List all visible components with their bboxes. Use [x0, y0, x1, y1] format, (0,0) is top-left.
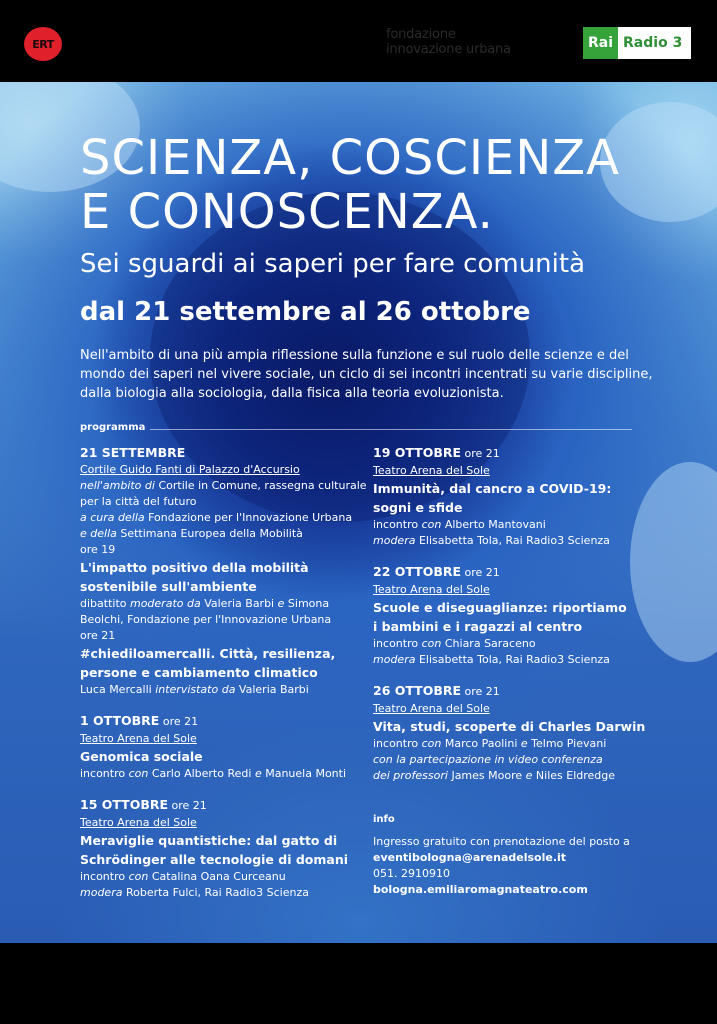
poster-dates: dal 21 settembre al 26 ottobre	[80, 297, 531, 327]
event-detail: con la partecipazione in video conferenza	[373, 753, 603, 766]
fondazione-innovazione-urbana-logo	[386, 27, 536, 57]
event-detail: per la città del futuro	[80, 495, 197, 508]
event-title: Immunità, dal cancro a COVID-19:	[373, 481, 612, 496]
programma-label: programma	[80, 422, 146, 433]
event-date: 15 OTTOBRE ore 21	[80, 797, 207, 812]
intro-line: dalla biologia alla sociologia, dalla fisica alla teoria evoluzionista.	[80, 386, 504, 401]
event-poster	[0, 82, 717, 943]
event-date: 1 OTTOBRE ore 21	[80, 713, 199, 728]
event-title: Schrödinger alle tecnologie di domani	[80, 852, 349, 867]
event-venue: Teatro Arena del Sole	[80, 816, 197, 829]
rai-logo-rai: Rai	[583, 27, 618, 59]
event-title: sogni e sfide	[373, 500, 463, 515]
programma-divider	[150, 429, 632, 430]
poster-title-line2: E CONOSCENZA.	[80, 184, 494, 240]
event-detail: modera Elisabetta Tola, Rai Radio3 Scienza	[373, 653, 610, 666]
event-detail: modera Roberta Fulci, Rai Radio3 Scienza	[80, 886, 309, 899]
event-detail: incontro con Chiara Saraceno	[373, 637, 536, 650]
intro-line: mondo dei saperi nel vivere sociale, un ciclo di sei incontri incentrati su varie discipline,	[80, 367, 653, 382]
event-time: ore 21	[80, 629, 116, 642]
event-detail: incontro con Carlo Alberto Redi e Manuela Monti	[80, 767, 347, 780]
poster-title-line1: SCIENZA, COSCIENZA	[80, 130, 620, 186]
event-detail: a cura della Fondazione per l'Innovazione Urbana	[80, 511, 353, 524]
event-title: i bambini e i ragazzi al centro	[373, 619, 583, 634]
info-text: Ingresso gratuito con prenotazione del posto a	[373, 835, 630, 848]
event-detail: nell'ambito di Cortile in Comune, rassegna culturale	[80, 479, 367, 492]
poster-subtitle: Sei sguardi ai saperi per fare comunità	[80, 249, 586, 279]
event-date: 26 OTTOBRE ore 21	[373, 683, 500, 698]
event-detail: Luca Mercalli intervistato da Valeria Barbi	[80, 683, 309, 696]
event-venue: Teatro Arena del Sole	[373, 583, 490, 596]
event-venue: Cortile Guido Fanti di Palazzo d'Accursio	[80, 463, 300, 476]
info-label: info	[373, 814, 395, 825]
event-title: #chiediloamercalli. Città, resilienza,	[80, 646, 336, 661]
info-website-link[interactable]: bologna.emiliaromagnateatro.com	[373, 883, 588, 896]
fiu-logo-line1: fondazione	[386, 27, 456, 42]
event-date: 21 SETTEMBRE	[80, 445, 186, 460]
event-title: L'impatto positivo della mobilità	[80, 560, 309, 575]
program-column-right	[373, 444, 653, 898]
event-venue: Teatro Arena del Sole	[80, 732, 197, 745]
fiu-logo-line2: innovazione urbana	[386, 42, 511, 57]
bottom-bar	[0, 943, 717, 1024]
event-title: sostenibile sull'ambiente	[80, 579, 257, 594]
event-venue: Teatro Arena del Sole	[373, 464, 490, 477]
event-time: ore 19	[80, 543, 116, 556]
event-title: Scuole e diseguaglianze: riportiamo	[373, 600, 627, 615]
top-logo-bar	[0, 0, 717, 82]
intro-paragraph	[80, 346, 680, 403]
event-title: Meraviglie quantistiche: dal gatto di	[80, 833, 338, 848]
rai-logo-radio: Radio 3	[623, 35, 683, 51]
event-detail: dibattito moderato da Valeria Barbi e Simona	[80, 597, 330, 610]
event-detail: incontro con Marco Paolini e Telmo Pievani	[373, 737, 607, 750]
event-detail: Beolchi, Fondazione per l'Innovazione Urbana	[80, 613, 332, 626]
event-detail: modera Elisabetta Tola, Rai Radio3 Scienza	[373, 534, 610, 547]
event-title: Vita, studi, scoperte di Charles Darwin	[373, 719, 646, 734]
event-title: Genomica sociale	[80, 749, 203, 764]
event-detail: incontro con Catalina Oana Curceanu	[80, 870, 286, 883]
info-phone: 051. 2910910	[373, 867, 450, 880]
event-date: 22 OTTOBRE ore 21	[373, 564, 500, 579]
program-column-left	[80, 444, 367, 901]
event-detail: dei professori James Moore e Niles Eldredge	[373, 769, 616, 782]
event-detail: e della Settimana Europea della Mobilità	[80, 527, 303, 540]
event-date: 19 OTTOBRE ore 21	[373, 445, 500, 460]
event-detail: incontro con Alberto Mantovani	[373, 518, 546, 531]
event-venue: Teatro Arena del Sole	[373, 702, 490, 715]
info-email-link[interactable]: eventibologna@arenadelsole.it	[373, 851, 567, 864]
ert-logo: ERT	[24, 27, 62, 61]
intro-line: Nell'ambito di una più ampia riflessione sulla funzione e sul ruolo delle scienze e del	[80, 348, 629, 363]
rai-radio3-logo	[583, 27, 691, 59]
event-title: persone e cambiamento climatico	[80, 665, 318, 680]
